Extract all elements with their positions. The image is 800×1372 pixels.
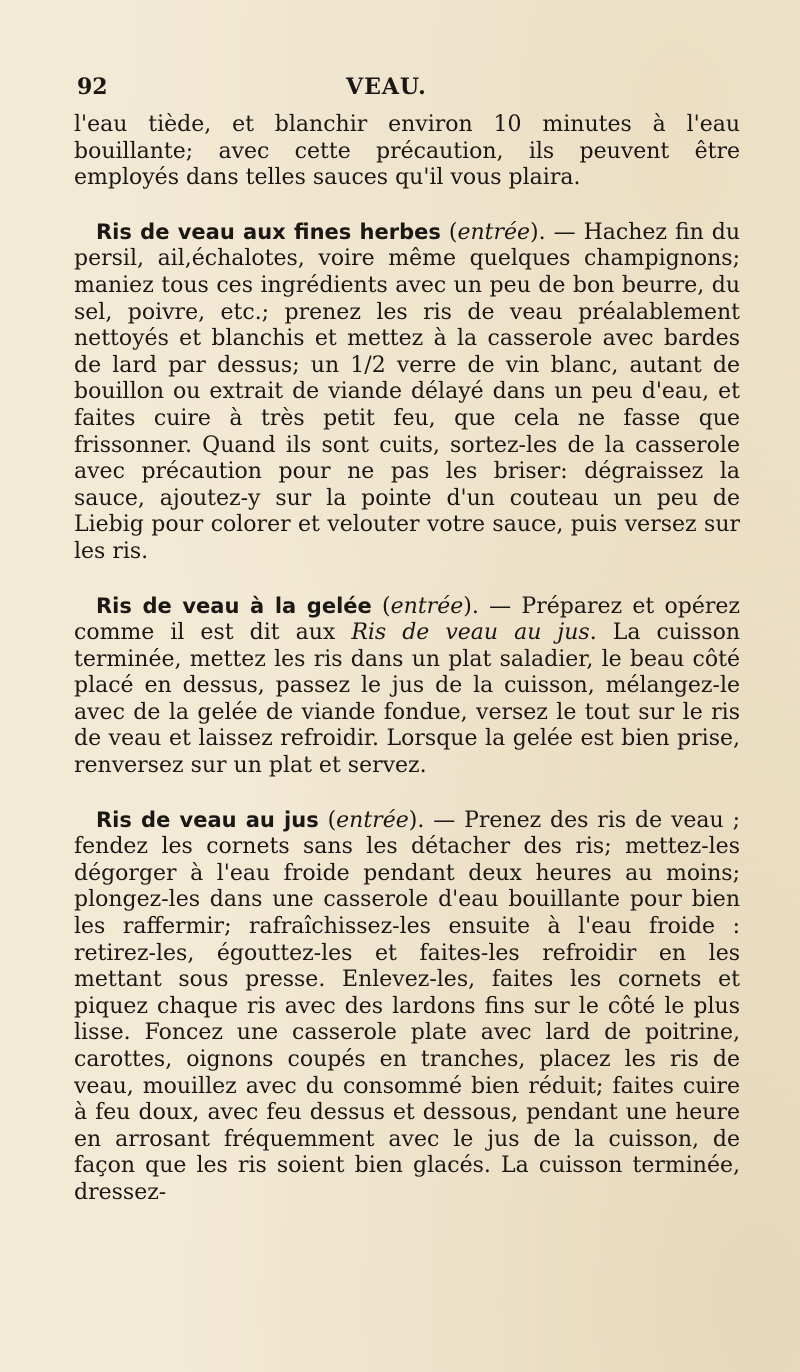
- book-page: [74, 62, 740, 1207]
- recipe-title: Ris de veau à la gelée: [96, 593, 372, 618]
- recipe-fines-herbes: Ris de veau aux fines herbes (entrée). — Hachez fin du persil, ail,échalotes, voire même quelques champignons; maniez tous ces ingrédients avec un peu de bon beurre, du sel, poivre, etc.; prenez les ris de veau préalablement nettoyés et blanchis et mettez à la casserole avec bardes de lard par dessus; un 1/2 verre de vin blanc, autant de bouillon ou extrait de viande délayé dans un peu d'eau, et faites cuire à très petit feu, que cela ne fasse que frissonner. Quand ils sont cuits, sortez-les de la casserole avec précaution pour ne pas les briser: dégraissez la sauce, ajoutez-y sur la pointe d'un couteau un peu de Liebig pour colorer et velouter votre sauce, puis versez sur les ris.: [74, 219, 741, 564]
- recipe-text-b: . La cuisson terminée, mettez les ris dans un plat saladier, le beau côté placé en dessus, passez le jus de la cuisson, mélangez-le avec de la gelée de viande fondue, versez le tout sur le ris de veau et laissez refroidir. Lorsque la gelée est bien prise, renversez sur un plat et servez.: [74, 620, 740, 779]
- intro-paragraph: [74, 112, 740, 192]
- recipe-au-jus: Ris de veau au jus (entrée). — Prenez des ris de veau ; fendez les cornets sans les détacher des ris; mettez-les dégorger à l'eau froide pendant deux heures au moins; plongez-les dans une casserole d'eau bouillante pour bien les raffermir; rafraîchissez-les ensuite à l'eau froide : retirez-les, égouttez-les et faites-les refroidir en les mettant sous presse. Enlevez-les, faites les cornets et piquez chaque ris avec des lardons fins sur le côté le plus lisse. Foncez une casserole plate avec lard de poitrine, carottes, oignons coupés en tranches, placez les ris de veau, mouillez avec du consommé bien réduit; faites cuire à feu doux, avec feu dessus et dessous, pendant une heure en arrosant fréquemment avec le jus de la cuisson, de façon que les ris soient bien glacés. La cuisson terminée, dressez-: [74, 807, 740, 1205]
- page-header: [74, 62, 740, 106]
- intro-text: l'eau tiède, et blanchir environ 10 minutes à l'eau bouillante; avec cette précaution, ils peuvent être employés dans telles sauces qu'il vous plaira.: [74, 112, 740, 191]
- recipe-note: entrée: [457, 219, 531, 245]
- recipe-text: . — Prenez des ris de veau ; fendez les cornets sans les détacher des ris; mettez-les dégorger à l'eau froide pendant deux heures au moins; plongez-les dans une casserole d'eau bouillante pour bien les raffermir; rafraîchissez-les ensuite à l'eau froide : retirez-les, égouttez-les et faites-les refroidir en les mettant sous presse. Enlevez-les, faites les cornets et piquez chaque ris avec des lardons fins sur le côté le plus lisse. Foncez une casserole plate avec lard de poitrine, carottes, oignons coupés en tranches, placez les ris de veau, mouillez avec du consommé bien réduit; faites cuire à feu doux, avec feu dessus et dessous, pendant une heure en arrosant fréquemment avec le jus de la cuisson, de façon que les ris soient bien glacés. La cuisson terminée, dressez-: [74, 807, 740, 1205]
- recipe-gelee: Ris de veau à la gelée (entrée). — Préparez et opérez comme il est dit aux Ris de veau au jus. La cuisson terminée, mettez les ris dans un plat saladier, le beau côté placé en dessus, passez le jus de la cuisson, mélangez-le avec de la gelée de viande fondue, versez le tout sur le ris de veau et laissez refroidir. Lorsque la gelée est bien prise, renversez sur un plat et servez.: [74, 593, 741, 779]
- recipe-title: Ris de veau aux fines herbes: [96, 219, 441, 244]
- recipe-note: entrée: [390, 593, 464, 619]
- recipe-title: Ris de veau au jus: [96, 807, 319, 832]
- running-head: VEAU.: [346, 74, 427, 100]
- page-number: 92: [77, 74, 108, 100]
- recipe-text-a: . — Préparez et opérez comme il est dit aux: [74, 593, 741, 646]
- recipe-cross-reference: Ris de veau au jus: [351, 620, 590, 646]
- recipe-note: entrée: [336, 807, 409, 833]
- recipe-text: . — Hachez fin du persil, ail,échalotes, voire même quelques champignons; maniez tous ces ingrédients avec un peu de bon beurre, du sel, poivre, etc.; prenez les ris de veau préalablement nettoyés et blanchis et mettez à la casserole avec bardes de lard par dessus; un 1/2 verre de vin blanc, autant de bouillon ou extrait de viande délayé dans un peu d'eau, et faites cuire à très petit feu, que cela ne fasse que frissonner. Quand ils sont cuits, sortez-les de la casserole avec précaution pour ne pas les briser: dégraissez la sauce, ajoutez-y sur la pointe d'un couteau un peu de Liebig pour colorer et velouter votre sauce, puis versez sur les ris.: [74, 219, 741, 564]
